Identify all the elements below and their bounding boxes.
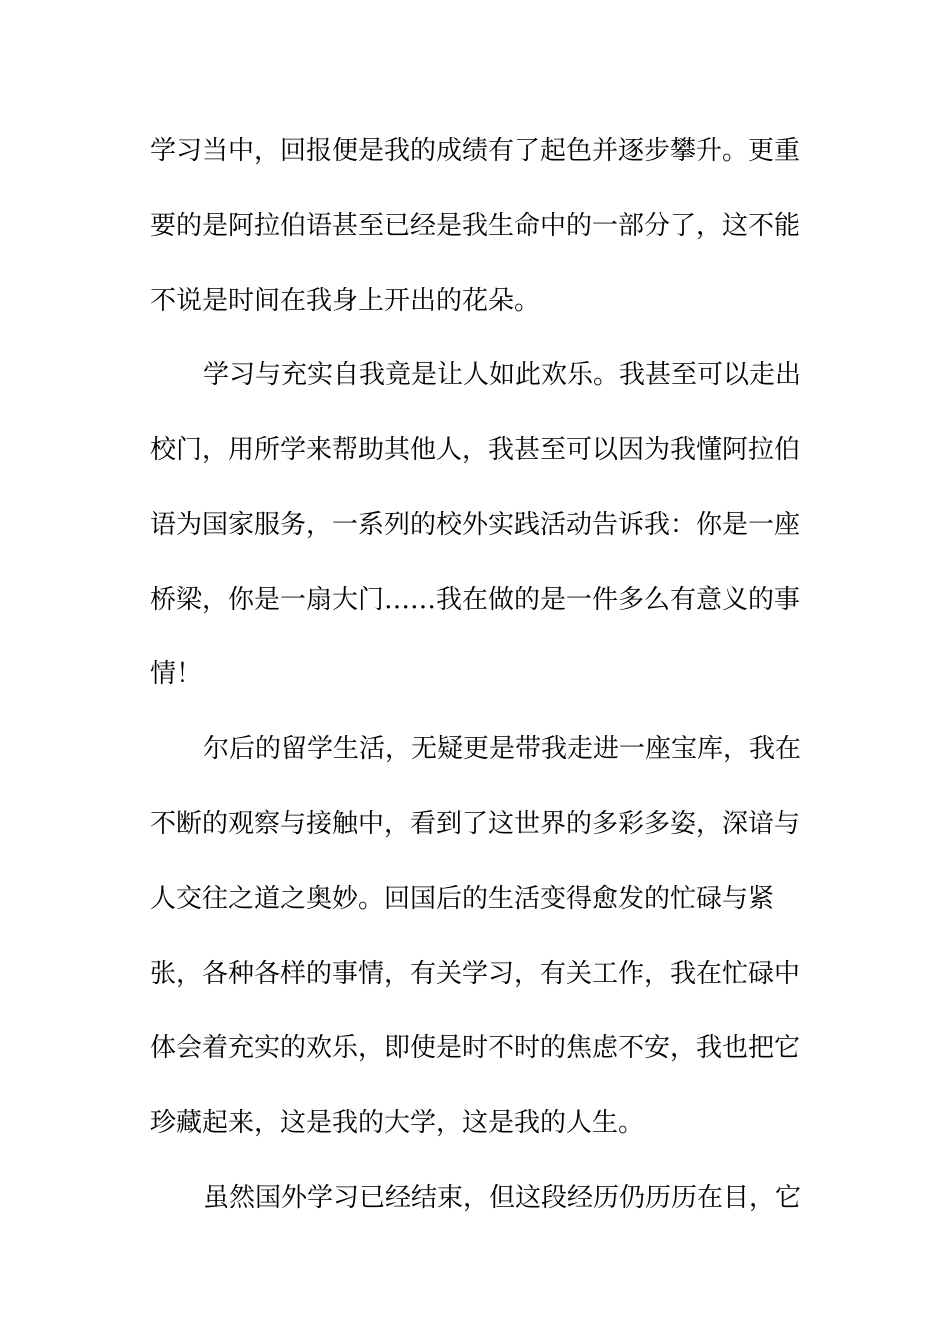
text-line: 体会着充实的欢乐，即使是时不时的焦虑不安，我也把它: [150, 1033, 801, 1063]
text-line: 珍藏起来，这是我的大学，这是我的人生。: [150, 1108, 645, 1138]
paragraph-first-line: 虽然国外学习已经结束，但这段经历仍历历在目，它: [203, 1183, 802, 1213]
text-line: 不断的观察与接触中，看到了这世界的多彩多姿，深谙与: [150, 809, 801, 839]
text-line: 不说是时间在我身上开出的花朵。: [150, 286, 541, 316]
text-line: 人交往之道之奥妙。回国后的生活变得愈发的忙碌与紧: [150, 884, 775, 914]
text-line: 要的是阿拉伯语甚至已经是我生命中的一部分了，这不能: [150, 211, 801, 241]
paragraph-first-line: 尔后的留学生活，无疑更是带我走进一座宝库，我在: [203, 734, 802, 764]
text-line: 校门，用所学来帮助其他人，我甚至可以因为我懂阿拉伯: [150, 435, 801, 465]
text-line: 语为国家服务，一系列的校外实践活动告诉我：你是一座: [150, 510, 801, 540]
text-line: 情！: [150, 659, 203, 689]
text-line: 桥梁，你是一扇大门……我在做的是一件多么有意义的事: [150, 585, 801, 615]
text-line: 张，各种各样的事情，有关学习，有关工作，我在忙碌中: [150, 959, 801, 989]
paragraph-first-line: 学习与充实自我竟是让人如此欢乐。我甚至可以走出: [203, 360, 802, 390]
text-line: 学习当中，回报便是我的成绩有了起色并逐步攀升。更重: [150, 136, 801, 166]
